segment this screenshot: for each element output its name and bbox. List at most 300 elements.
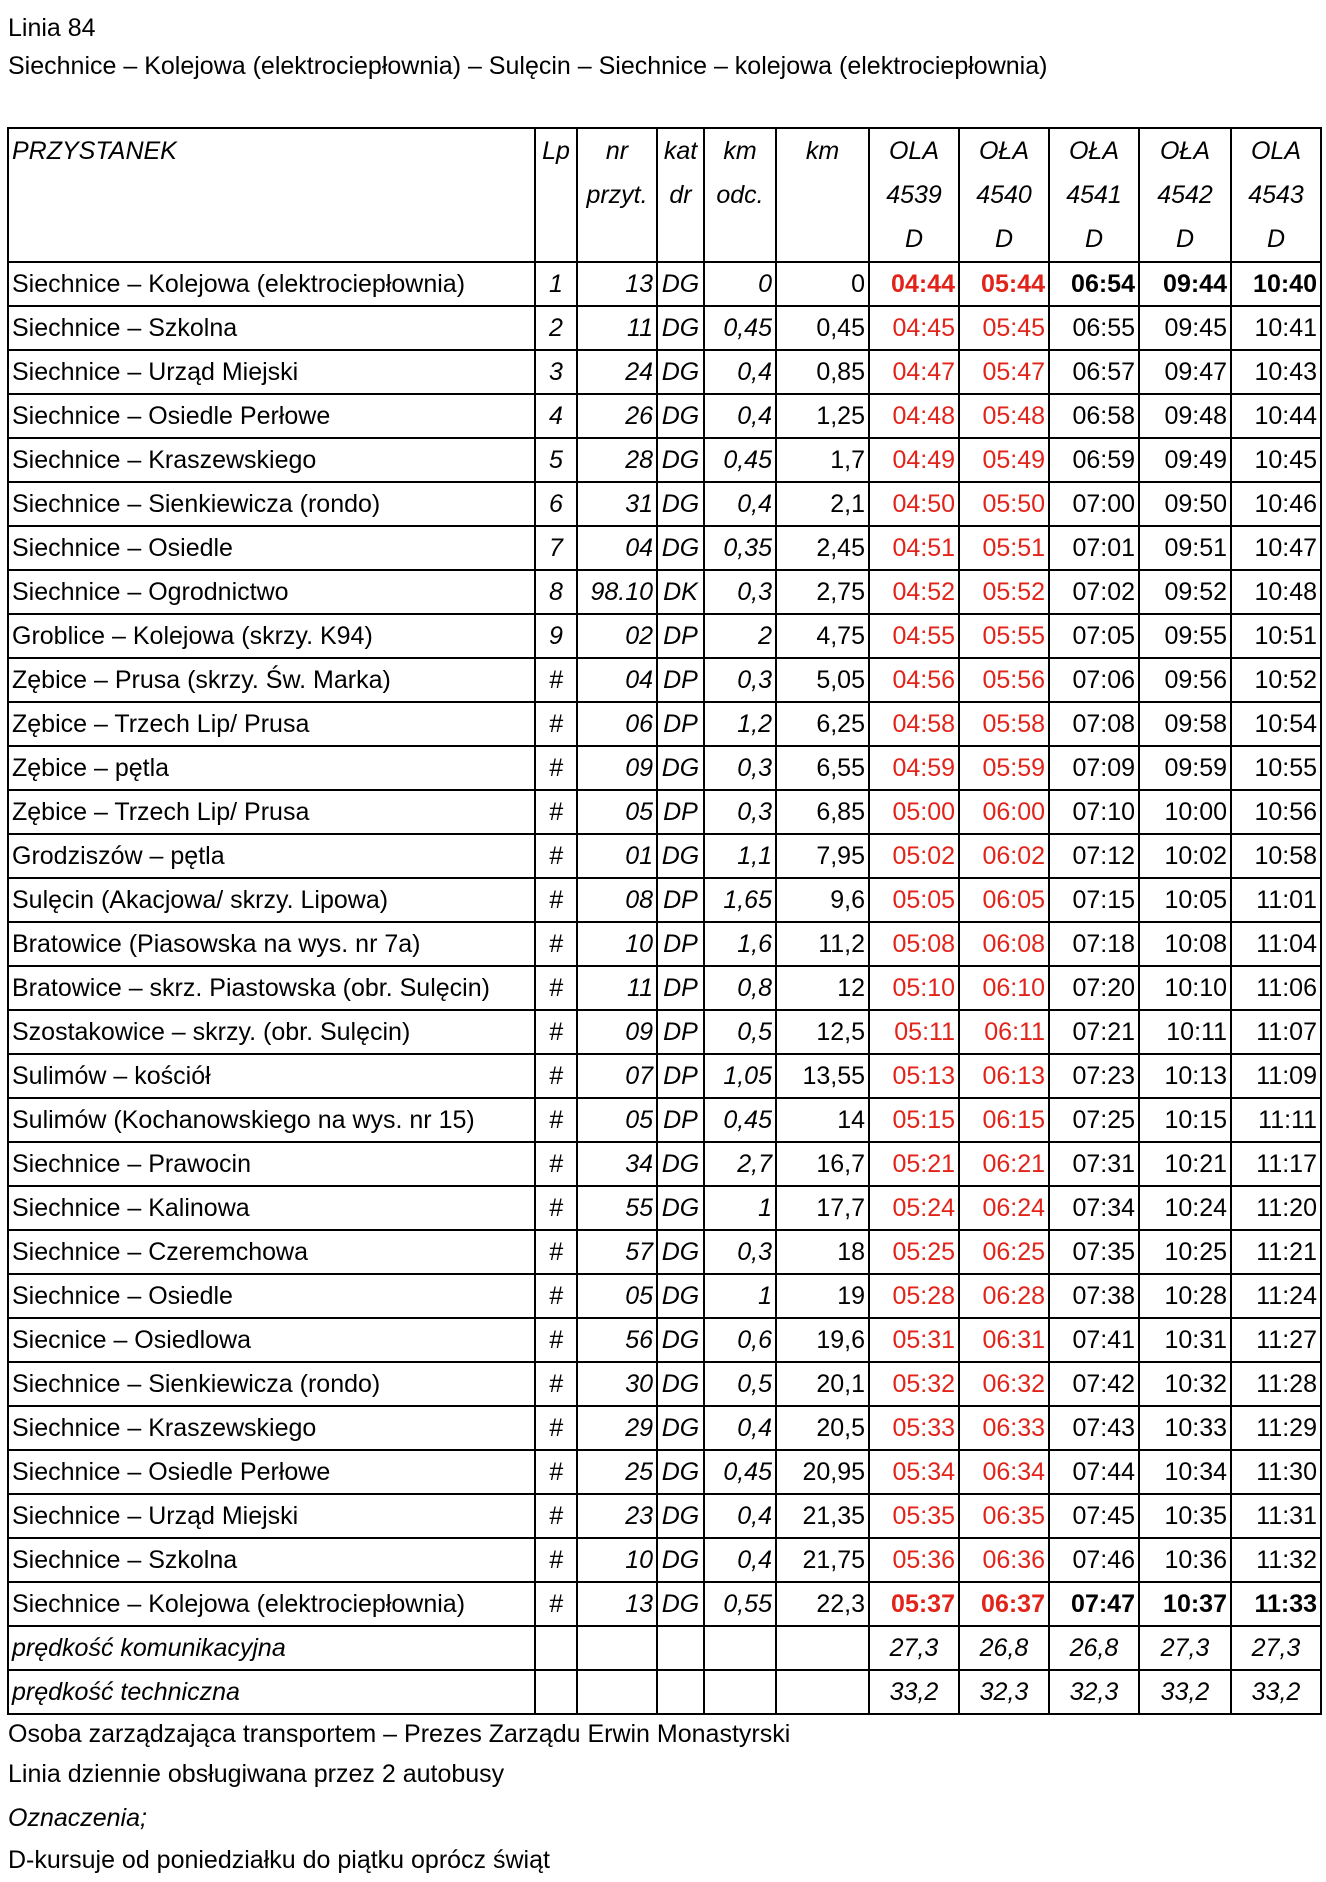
stop-lp: #: [535, 1010, 577, 1054]
departure-time: 10:32: [1139, 1362, 1231, 1406]
stop-name: Siechnice – Czeremchowa: [8, 1230, 535, 1274]
departure-time: 07:25: [1049, 1098, 1139, 1142]
segment-km: 0,3: [704, 658, 776, 702]
road-category: DG: [657, 1274, 704, 1318]
segment-km: 0,3: [704, 746, 776, 790]
stop-lp: #: [535, 1054, 577, 1098]
total-km: 17,7: [776, 1186, 869, 1230]
road-category: DP: [657, 658, 704, 702]
stop-name: Sulimów (Kochanowskiego na wys. nr 15): [8, 1098, 535, 1142]
departure-time: 10:24: [1139, 1186, 1231, 1230]
speed-value: 26,8: [1049, 1626, 1139, 1670]
total-km: 6,25: [776, 702, 869, 746]
table-row: [8, 922, 1321, 966]
departure-time: 07:21: [1049, 1010, 1139, 1054]
table-row: [8, 1450, 1321, 1494]
departure-time: 05:00: [869, 790, 959, 834]
segment-km: 1: [704, 1274, 776, 1318]
stop-name: Siechnice – Osiedle: [8, 1274, 535, 1318]
stop-number: 98.10: [577, 570, 657, 614]
departure-time: 05:50: [959, 482, 1049, 526]
empty-cell: [657, 1626, 704, 1670]
table-row: [8, 1142, 1321, 1186]
departure-time: 06:32: [959, 1362, 1049, 1406]
road-category: DG: [657, 834, 704, 878]
stop-lp: #: [535, 1318, 577, 1362]
departure-time: 10:31: [1139, 1318, 1231, 1362]
departure-time: 07:31: [1049, 1142, 1139, 1186]
departure-time: 07:20: [1049, 966, 1139, 1010]
departure-time: 05:47: [959, 350, 1049, 394]
departure-time: 05:24: [869, 1186, 959, 1230]
total-km: 14: [776, 1098, 869, 1142]
table-row: [8, 1318, 1321, 1362]
table-row: [8, 1538, 1321, 1582]
departure-time: 11:07: [1231, 1010, 1321, 1054]
route-title: Siechnice – Kolejowa (elektrociepłownia) – Sulęcin – Siechnice – kolejowa (elektrociepłownia): [8, 52, 1048, 80]
stop-lp: 8: [535, 570, 577, 614]
road-category: DG: [657, 1362, 704, 1406]
departure-time: 07:00: [1049, 482, 1139, 526]
departure-time: 05:59: [959, 746, 1049, 790]
stop-lp: #: [535, 1186, 577, 1230]
total-km: 21,35: [776, 1494, 869, 1538]
table-row: [8, 306, 1321, 350]
total-km: 11,2: [776, 922, 869, 966]
stop-number: 25: [577, 1450, 657, 1494]
stop-lp: 5: [535, 438, 577, 482]
total-km: 16,7: [776, 1142, 869, 1186]
segment-km: 0,3: [704, 1230, 776, 1274]
departure-time: 07:02: [1049, 570, 1139, 614]
departure-time: 10:41: [1231, 306, 1321, 350]
speed-label: prędkość komunikacyjna: [8, 1626, 535, 1670]
segment-km: 1,65: [704, 878, 776, 922]
total-km: 20,1: [776, 1362, 869, 1406]
departure-time: 06:55: [1049, 306, 1139, 350]
road-category: DP: [657, 1054, 704, 1098]
departure-time: 07:42: [1049, 1362, 1139, 1406]
stop-lp: #: [535, 1098, 577, 1142]
departure-time: 11:20: [1231, 1186, 1321, 1230]
departure-time: 07:34: [1049, 1186, 1139, 1230]
stop-lp: #: [535, 1362, 577, 1406]
departure-time: 05:58: [959, 702, 1049, 746]
stop-name: Bratowice (Piasowska na wys. nr 7a): [8, 922, 535, 966]
departure-time: 06:21: [959, 1142, 1049, 1186]
segment-km: 0,4: [704, 1494, 776, 1538]
departure-time: 06:36: [959, 1538, 1049, 1582]
speed-value: 27,3: [869, 1626, 959, 1670]
departure-time: 04:58: [869, 702, 959, 746]
stop-lp: #: [535, 790, 577, 834]
stop-lp: #: [535, 878, 577, 922]
departure-time: 05:51: [959, 526, 1049, 570]
departure-time: 10:45: [1231, 438, 1321, 482]
stop-name: Zębice – pętla: [8, 746, 535, 790]
stop-lp: #: [535, 1274, 577, 1318]
stop-name: Siechnice – Sienkiewicza (rondo): [8, 1362, 535, 1406]
stop-number: 08: [577, 878, 657, 922]
empty-cell: [577, 1670, 657, 1714]
departure-time: 07:12: [1049, 834, 1139, 878]
road-category: DG: [657, 1494, 704, 1538]
total-km: 1,7: [776, 438, 869, 482]
departure-time: 07:10: [1049, 790, 1139, 834]
table-row: [8, 878, 1321, 922]
speed-row: [8, 1626, 1321, 1670]
stop-lp: #: [535, 1230, 577, 1274]
stop-name: Groblice – Kolejowa (skrzy. K94): [8, 614, 535, 658]
stop-number: 57: [577, 1230, 657, 1274]
departure-time: 11:28: [1231, 1362, 1321, 1406]
table-row: [8, 570, 1321, 614]
departure-time: 06:59: [1049, 438, 1139, 482]
departure-time: 10:34: [1139, 1450, 1231, 1494]
table-row: [8, 1494, 1321, 1538]
departure-time: 07:18: [1049, 922, 1139, 966]
departure-time: 05:25: [869, 1230, 959, 1274]
road-category: DG: [657, 1450, 704, 1494]
header-kat: kat dr: [657, 128, 704, 262]
total-km: 5,05: [776, 658, 869, 702]
departure-time: 10:08: [1139, 922, 1231, 966]
departure-time: 11:24: [1231, 1274, 1321, 1318]
departure-time: 05:28: [869, 1274, 959, 1318]
departure-time: 11:27: [1231, 1318, 1321, 1362]
departure-time: 09:49: [1139, 438, 1231, 482]
road-category: DG: [657, 1538, 704, 1582]
segment-km: 2,7: [704, 1142, 776, 1186]
table-row: [8, 1098, 1321, 1142]
departure-time: 07:23: [1049, 1054, 1139, 1098]
departure-time: 04:55: [869, 614, 959, 658]
total-km: 2,75: [776, 570, 869, 614]
road-category: DG: [657, 1318, 704, 1362]
segment-km: 1,05: [704, 1054, 776, 1098]
road-category: DG: [657, 438, 704, 482]
stop-number: 26: [577, 394, 657, 438]
table-row: [8, 614, 1321, 658]
total-km: 20,5: [776, 1406, 869, 1450]
table-row: [8, 1362, 1321, 1406]
departure-time: 10:02: [1139, 834, 1231, 878]
departure-time: 06:58: [1049, 394, 1139, 438]
stop-number: 04: [577, 658, 657, 702]
departure-time: 06:11: [959, 1010, 1049, 1054]
departure-time: 05:37: [869, 1582, 959, 1626]
departure-time: 10:36: [1139, 1538, 1231, 1582]
stop-number: 09: [577, 746, 657, 790]
header-course-5: OLA 4543 D: [1231, 128, 1321, 262]
stop-number: 56: [577, 1318, 657, 1362]
segment-km: 1,6: [704, 922, 776, 966]
segment-km: 0,8: [704, 966, 776, 1010]
departure-time: 11:01: [1231, 878, 1321, 922]
stop-number: 23: [577, 1494, 657, 1538]
departure-time: 07:09: [1049, 746, 1139, 790]
stop-lp: #: [535, 1450, 577, 1494]
empty-cell: [577, 1626, 657, 1670]
timetable: [7, 127, 1322, 1715]
road-category: DG: [657, 306, 704, 350]
header-km: km: [776, 128, 869, 262]
table-row: [8, 262, 1321, 306]
departure-time: 09:45: [1139, 306, 1231, 350]
stop-name: Zębice – Prusa (skrzy. Św. Marka): [8, 658, 535, 702]
stop-lp: 3: [535, 350, 577, 394]
road-category: DP: [657, 1098, 704, 1142]
total-km: 12: [776, 966, 869, 1010]
stop-number: 05: [577, 1098, 657, 1142]
total-km: 18: [776, 1230, 869, 1274]
table-row: [8, 526, 1321, 570]
table-row: [8, 658, 1321, 702]
departure-time: 10:10: [1139, 966, 1231, 1010]
departure-time: 10:46: [1231, 482, 1321, 526]
departure-time: 06:24: [959, 1186, 1049, 1230]
stop-name: Siechnice – Kraszewskiego: [8, 438, 535, 482]
departure-time: 10:33: [1139, 1406, 1231, 1450]
road-category: DG: [657, 746, 704, 790]
departure-time: 09:55: [1139, 614, 1231, 658]
stop-number: 10: [577, 1538, 657, 1582]
departure-time: 05:08: [869, 922, 959, 966]
departure-time: 06:57: [1049, 350, 1139, 394]
segment-km: 0: [704, 262, 776, 306]
departure-time: 10:37: [1139, 1582, 1231, 1626]
segment-km: 0,45: [704, 306, 776, 350]
departure-time: 10:21: [1139, 1142, 1231, 1186]
departure-time: 09:50: [1139, 482, 1231, 526]
departure-time: 06:25: [959, 1230, 1049, 1274]
departure-time: 11:29: [1231, 1406, 1321, 1450]
departure-time: 05:13: [869, 1054, 959, 1098]
stop-number: 28: [577, 438, 657, 482]
stop-lp: 1: [535, 262, 577, 306]
stop-number: 24: [577, 350, 657, 394]
speed-value: 33,2: [869, 1670, 959, 1714]
departure-time: 10:43: [1231, 350, 1321, 394]
empty-cell: [657, 1670, 704, 1714]
departure-time: 06:13: [959, 1054, 1049, 1098]
stop-lp: 4: [535, 394, 577, 438]
empty-cell: [704, 1626, 776, 1670]
segment-km: 0,4: [704, 1406, 776, 1450]
departure-time: 06:02: [959, 834, 1049, 878]
total-km: 0,45: [776, 306, 869, 350]
total-km: 1,25: [776, 394, 869, 438]
stop-name: Siechnice – Osiedle: [8, 526, 535, 570]
departure-time: 09:51: [1139, 526, 1231, 570]
stop-lp: #: [535, 702, 577, 746]
empty-cell: [776, 1670, 869, 1714]
departure-time: 06:08: [959, 922, 1049, 966]
table-row: [8, 394, 1321, 438]
departure-time: 04:49: [869, 438, 959, 482]
departure-time: 10:52: [1231, 658, 1321, 702]
departure-time: 05:35: [869, 1494, 959, 1538]
departure-time: 06:54: [1049, 262, 1139, 306]
stop-number: 05: [577, 1274, 657, 1318]
segment-km: 0,4: [704, 482, 776, 526]
segment-km: 0,3: [704, 790, 776, 834]
empty-cell: [535, 1670, 577, 1714]
departure-time: 10:13: [1139, 1054, 1231, 1098]
total-km: 21,75: [776, 1538, 869, 1582]
table-row: [8, 746, 1321, 790]
stop-lp: 2: [535, 306, 577, 350]
table-row: [8, 702, 1321, 746]
departure-time: 04:52: [869, 570, 959, 614]
departure-time: 04:59: [869, 746, 959, 790]
road-category: DP: [657, 614, 704, 658]
speed-value: 33,2: [1139, 1670, 1231, 1714]
stop-number: 13: [577, 1582, 657, 1626]
stop-lp: #: [535, 922, 577, 966]
road-category: DG: [657, 1406, 704, 1450]
departure-time: 11:31: [1231, 1494, 1321, 1538]
departure-time: 10:48: [1231, 570, 1321, 614]
departure-time: 04:47: [869, 350, 959, 394]
departure-time: 07:38: [1049, 1274, 1139, 1318]
road-category: DP: [657, 790, 704, 834]
stop-lp: #: [535, 1538, 577, 1582]
stop-name: Siechnice – Kolejowa (elektrociepłownia): [8, 262, 535, 306]
stop-lp: 9: [535, 614, 577, 658]
departure-time: 10:15: [1139, 1098, 1231, 1142]
departure-time: 10:25: [1139, 1230, 1231, 1274]
departure-time: 05:05: [869, 878, 959, 922]
departure-time: 04:44: [869, 262, 959, 306]
segment-km: 0,45: [704, 1098, 776, 1142]
departure-time: 05:55: [959, 614, 1049, 658]
stop-name: Sulęcin (Akacjowa/ skrzy. Lipowa): [8, 878, 535, 922]
stop-name: Siechnice – Ogrodnictwo: [8, 570, 535, 614]
segment-km: 0,4: [704, 394, 776, 438]
stop-number: 29: [577, 1406, 657, 1450]
empty-cell: [535, 1626, 577, 1670]
departure-time: 04:45: [869, 306, 959, 350]
segment-km: 0,5: [704, 1010, 776, 1054]
stop-number: 30: [577, 1362, 657, 1406]
header-km-odc: km odc.: [704, 128, 776, 262]
departure-time: 05:49: [959, 438, 1049, 482]
departure-time: 07:45: [1049, 1494, 1139, 1538]
departure-time: 10:00: [1139, 790, 1231, 834]
departure-time: 09:58: [1139, 702, 1231, 746]
stop-lp: #: [535, 746, 577, 790]
segment-km: 0,4: [704, 350, 776, 394]
departure-time: 10:47: [1231, 526, 1321, 570]
departure-time: 10:58: [1231, 834, 1321, 878]
speed-value: 33,2: [1231, 1670, 1321, 1714]
stop-number: 02: [577, 614, 657, 658]
segment-km: 2: [704, 614, 776, 658]
empty-cell: [704, 1670, 776, 1714]
segment-km: 1,2: [704, 702, 776, 746]
stop-name: Bratowice – skrz. Piastowska (obr. Sulęcin): [8, 966, 535, 1010]
segment-km: 0,45: [704, 438, 776, 482]
departure-time: 10:56: [1231, 790, 1321, 834]
line-title: Linia 84: [8, 14, 96, 42]
stop-lp: #: [535, 1494, 577, 1538]
departure-time: 07:06: [1049, 658, 1139, 702]
road-category: DP: [657, 878, 704, 922]
legend-title: Oznaczenia;: [8, 1804, 147, 1832]
table-row: [8, 1582, 1321, 1626]
segment-km: 0,4: [704, 1538, 776, 1582]
stop-number: 04: [577, 526, 657, 570]
stop-number: 10: [577, 922, 657, 966]
departure-time: 07:47: [1049, 1582, 1139, 1626]
departure-time: 11:21: [1231, 1230, 1321, 1274]
departure-time: 05:52: [959, 570, 1049, 614]
speed-row: [8, 1670, 1321, 1714]
road-category: DP: [657, 966, 704, 1010]
table-row: [8, 1274, 1321, 1318]
table-row: [8, 834, 1321, 878]
segment-km: 0,45: [704, 1450, 776, 1494]
departure-time: 10:51: [1231, 614, 1321, 658]
departure-time: 11:06: [1231, 966, 1321, 1010]
total-km: 13,55: [776, 1054, 869, 1098]
table-row: [8, 966, 1321, 1010]
stop-number: 31: [577, 482, 657, 526]
stop-lp: 7: [535, 526, 577, 570]
departure-time: 05:02: [869, 834, 959, 878]
total-km: 9,6: [776, 878, 869, 922]
segment-km: 0,5: [704, 1362, 776, 1406]
total-km: 6,85: [776, 790, 869, 834]
departure-time: 09:48: [1139, 394, 1231, 438]
table-row: [8, 482, 1321, 526]
stop-number: 05: [577, 790, 657, 834]
departure-time: 11:17: [1231, 1142, 1321, 1186]
road-category: DG: [657, 1582, 704, 1626]
departure-time: 10:44: [1231, 394, 1321, 438]
stop-number: 11: [577, 306, 657, 350]
departure-time: 07:05: [1049, 614, 1139, 658]
departure-time: 05:31: [869, 1318, 959, 1362]
departure-time: 06:05: [959, 878, 1049, 922]
stop-lp: #: [535, 1406, 577, 1450]
departure-time: 04:50: [869, 482, 959, 526]
table-row: [8, 1406, 1321, 1450]
header-course-4: OŁA 4542 D: [1139, 128, 1231, 262]
stop-number: 13: [577, 262, 657, 306]
road-category: DG: [657, 1186, 704, 1230]
speed-label: prędkość techniczna: [8, 1670, 535, 1714]
departure-time: 06:00: [959, 790, 1049, 834]
table-row: [8, 350, 1321, 394]
departure-time: 09:59: [1139, 746, 1231, 790]
departure-time: 11:11: [1231, 1098, 1321, 1142]
stop-number: 01: [577, 834, 657, 878]
road-category: DG: [657, 350, 704, 394]
road-category: DG: [657, 1142, 704, 1186]
departure-time: 05:48: [959, 394, 1049, 438]
stop-name: Siechnice – Kolejowa (elektrociepłownia): [8, 1582, 535, 1626]
departure-time: 05:45: [959, 306, 1049, 350]
segment-km: 0,3: [704, 570, 776, 614]
departure-time: 05:44: [959, 262, 1049, 306]
road-category: DG: [657, 482, 704, 526]
stop-name: Siechnice – Osiedle Perłowe: [8, 1450, 535, 1494]
stop-lp: #: [535, 1582, 577, 1626]
stop-name: Szostakowice – skrzy. (obr. Sulęcin): [8, 1010, 535, 1054]
segment-km: 1,1: [704, 834, 776, 878]
